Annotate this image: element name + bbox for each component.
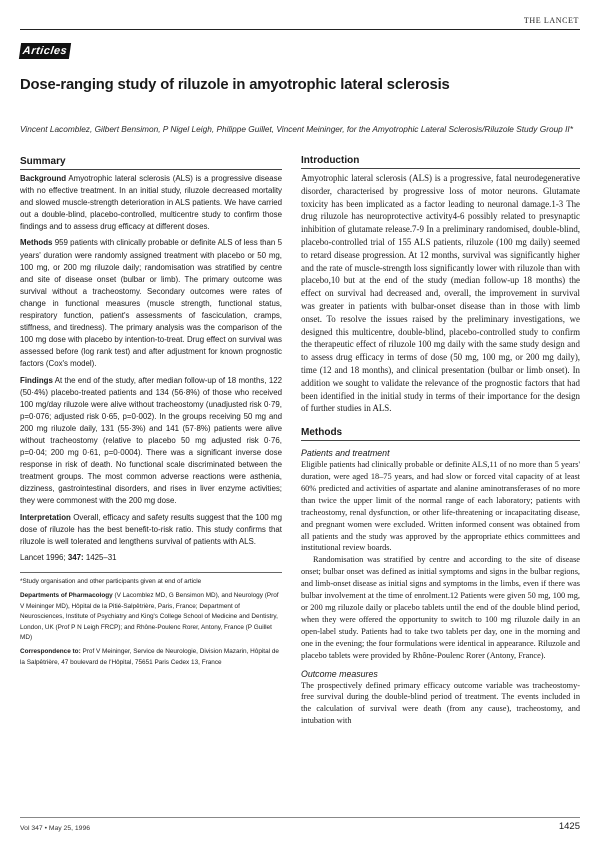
patients-subheading: Patients and treatment [301,448,390,459]
citation-volume: 347: [67,552,84,562]
affiliations-text: (V Lacomblez MD, G Bensimon MD), and Neurology (Prof V Meininger MD), Hôpital de la Pitié-Salpêtrière, Paris, France; Department of Neurosciences, Institute of Psychiatry and King's College School of Medicine and Dentistry, London, UK (Prof P N Leigh FRCP); and Rhône-Poulenc Rorer, Antony, France (P Guillet MD) [20,592,279,641]
volume-date: Vol 347 • May 25, 1996 [20,825,91,832]
methods-paragraph-2: Randomisation was stratified by centre and according to the site of disease onset; bulbar onset was defined as initial symptoms and signs in the bulbar regions, and limb-onset disease as initial signs and symptoms in the limbs, even if there was bulbar involvement at the time of enrolment.12 Patients were given 50 mg, 100 mg, or 200 mg riluzole daily or placebo tablets until the end of the double blind period, when they were offered the opportunity to switch to 100 mg riluzole daily in an open-label study. Patients had to take two tablets per day, one in the morning and one in the evening; the four formulations were identical in appearance. Riluzole and placebo tablets were provided by Rhône-Poulenc Rorer (Antony, France). [301,555,580,660]
citation-pages: 1425–31 [83,552,117,562]
methods-label: Methods [20,238,53,248]
page-number: 1425 [558,821,580,832]
background-text: Amyotrophic lateral sclerosis (ALS) is a progressive disease with no effective treatment. In an initial study, riluzole decreased mortality and slowed muscle-strength deterioration in ALS patients. We have carried out a double-blind, placebo-controlled, multicentre study to confirm those findings and to assess drug efficacy at different doses. [20,174,282,232]
article-title: Dose-ranging study of riluzole in amyotrophic lateral sclerosis [20,77,450,93]
footnotes [20,572,282,668]
summary-background [20,173,282,233]
background-label: Background [20,174,67,183]
affiliations-prefix: Departments of Pharmacology [20,592,113,600]
correspondence-label: Correspondence to: [20,648,81,656]
methods-text: 959 patients with clinically probable or definite ALS of less than 5 years' duration were randomly assigned treatment with placebo or 50 mg, 100 mg, or 200 mg riluzole daily; randomisation was stratified by centre and site of disease onset (bulbar or limb). The primary outcome was survival without a tracheostomy. Secondary outcomes were rates of change in functional measures (muscle strength, functional status, respiratory function, patient's assessments of fasciculation, cramps, stiffness, and tiredness). The primary analysis was the comparison of the 100 mg dose with placebo by intention-to-treat. Drug effect on survival was assessed before (log rank test) and after adjustment for known prognostic factors (Cox's model). [20,238,282,369]
correspondence-text: Prof V Meininger, Service de Neurologie, Division Mazarin, Hôpital de la Salpêtrière, 47 boulevard de l'Hôpital, 75651 Paris Cedex 13, France [20,648,279,666]
summary-heading: Summary [20,156,282,170]
footer-rule [20,817,580,818]
introduction-paragraph: Amyotrophic lateral sclerosis (ALS) is a progressive, fatal neurodegenerative disorder, characterised by progressive loss of motor neurons. Glutamate toxicity has been implicated as a factor leading to neuronal damage.1-3 The drug riluzole has neuroprotective activity4-6 possibly related to presynaptic inhibition of glutamate release.7-9 In a preliminary randomised, double-blind, placebo-controlled trial of 155 ALS patients, riluzole (100 mg daily) seemed to retard disease progression. At 12 months, survival was significantly higher and the rate of muscle-strength loss significantly lower with riluzole than with placebo,10 but at the end of the study (median follow-up 18 months) the effect on survival had decreased and, overall, the improvement in survival was greater in patients with bulbar-onset disease than in those with limb onset. To resolve the issues raised by the preliminary investigations, we designed this multicentre, double-blind, placebo-controlled study to confirm the therapeutic effect of riluzole 100 mg daily with the same study design and to assess drug efficacy in terms of dose (50 mg, 100 mg, or 200 mg daily), time (12 and 18 months), and clinical presentation (bulbar or limb onset). In addition we sought to validate the relevance of the prognostic factors that had been identified in the initial study in terms of their importance for the design of further studies in ALS. [301,173,580,414]
outcome-subheading: Outcome measures [301,668,378,679]
methods-heading: Methods [301,427,580,441]
summary-interpretation [20,512,282,548]
findings-text: At the end of the study, after median follow-up of 18 months, 122 (50·4%) placebo-treated patients and 134 (56·8%) of those who received 100 mg/day riluzole were alive without tracheostomy (unadjusted risk 0·79, p=0·076; adjusted risk 0·65, p=0·002). In the groups receiving 50 mg and 200 mg riluzole daily, 131 (55·3%) and 141 (57·8%) patients were alive without tracheostomy (relative to placebo 50 mg adjusted risk 0·76, p=0·04; 200 mg 0·61, p=0·0004). There was a significant inverse dose response in risk of death. No functional scale discriminated between the treatment groups. The most common adverse reactions were asthenia, dizziness, gastrointestinal disorders, and rises in liver enzyme activities; they were commonest with the 200 mg dose. [20,375,283,506]
header-rule [20,29,580,30]
citation [20,552,282,564]
summary-findings [20,375,282,508]
methods-paragraph-3: The prospectively defined primary efficacy outcome variable was tracheostomy-free survival during the double-blind period of treatment. The events included in the calculation of survival were death (from any cause), tracheostomy, and intubation with [301,680,580,726]
findings-label: Findings [20,375,53,385]
methods-paragraph-1: Eligible patients had clinically probable or definite ALS,11 of no more than 5 years' duration, were aged 18–75 years, and had slow or forced vital capacity of at least 60% predicted and activities of aspartate and alanine aminotransferases of no more than twice the upper limit of the normal range of each laboratory; patients with tracheostomy, renal dysfunction, or other life-threatening or incapacitating disease, and pregnant women were excluded. Written informed consent was obtained from all patients and the study was approved by the appropriate ethics committees and institutional review boards. [301,460,580,553]
citation-prefix: Lancet 1996; [20,552,66,562]
correspondence [20,647,282,668]
interpretation-label: Interpretation [20,512,71,522]
journal-name: THE LANCET [523,16,579,25]
articles-logo: Articles [19,43,71,59]
affiliations [20,591,282,643]
summary-column [20,156,282,672]
interpretation-text: Overall, efficacy and safety results suggest that the 100 mg dose of riluzole has the best benefit-to-risk ratio. This study confirms that riluzole is well tolerated and lengthens survival of patients with ALS. [20,512,282,546]
study-group-note: *Study organisation and other participants given at end of article [20,577,202,585]
summary-methods [20,237,282,370]
author-list: Vincent Lacomblez, Gilbert Bensimon, P Nigel Leigh, Philippe Guillet, Vincent Meininger, for the Amyotrophic Lateral Sclerosis/Riluzole Study Group II* [20,124,573,134]
body-column [301,155,580,727]
introduction-heading: Introduction [301,155,580,169]
